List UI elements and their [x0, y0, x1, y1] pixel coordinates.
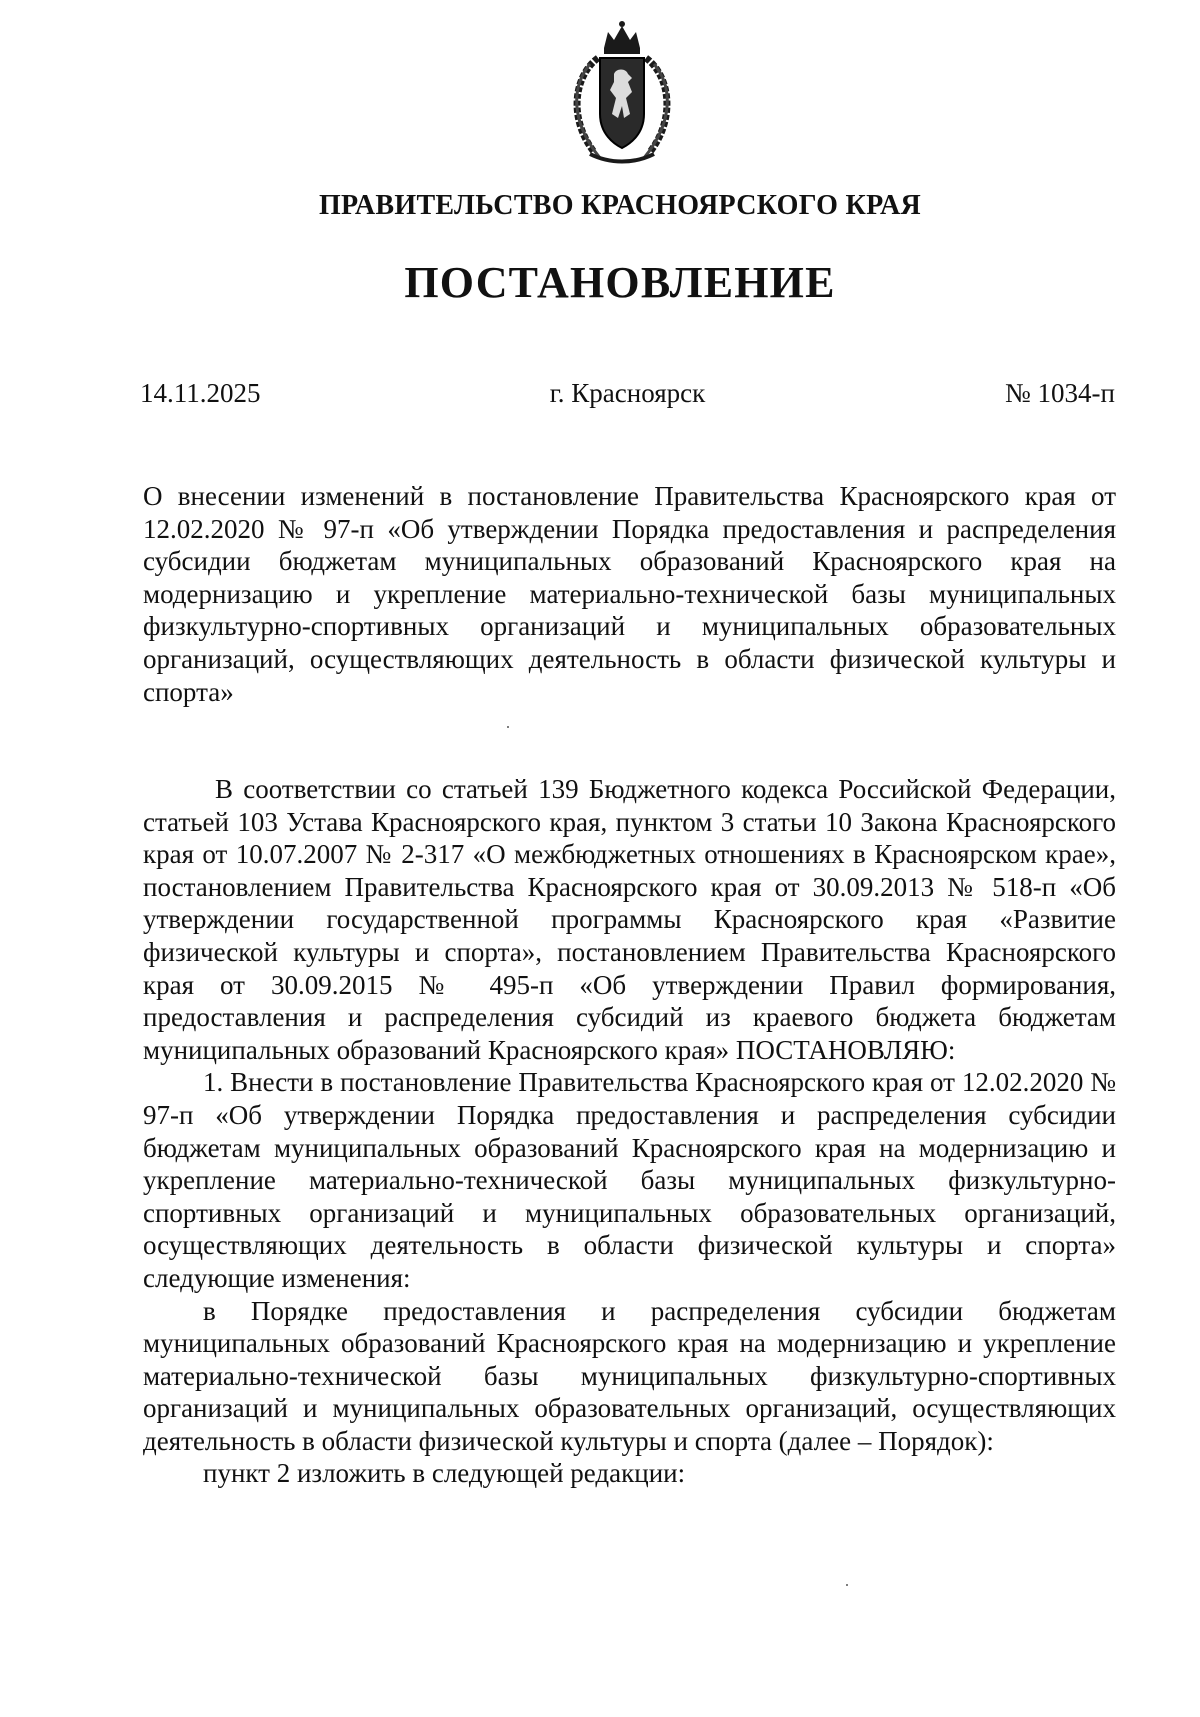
document-subject — [143, 480, 1116, 708]
document-body — [143, 773, 1116, 1490]
coat-of-arms-icon — [560, 18, 684, 168]
document-meta-row — [140, 378, 1115, 418]
scan-speck — [846, 1584, 848, 1586]
subject-paragraph: О внесении изменений в постановление Правительства Красноярского края от 12.02.2020 № 97-п «Об утверждении Порядка предоставления и распределения субсидии бюджетам муниципальных образований Красноярского края на модернизацию и укрепление материально-технической базы муниципальных физкультурно-спортивных организаций и муниципальных образовательных организаций, осуществляющих деятельность в области физической культуры и спорта» — [143, 481, 1116, 707]
preamble-paragraph: В соответствии со статьей 139 Бюджетного кодекса Российской Федерации, статьей 103 Устава Красноярского края, пунктом 3 статьи 10 Закона Красноярского края от 10.07.2007 № 2-317 «О межбюджетных отношениях в Красноярском крае», постановлением Правительства Красноярского края от 30.09.2013 № 518-п «Об утверждении государственной программы Красноярского края «Развитие физической культуры и спорта», постановлением Правительства Красноярского края от 30.09.2015 № 495-п «Об утверждении Правил формирования, предоставления и распределения субсидий из краевого бюджета бюджетам муниципальных образований Красноярского края» ПОСТАНОВЛЯЮ: — [143, 774, 1116, 1065]
item-1-paragraph: 1. Внести в постановление Правительства Красноярского края от 12.02.2020 № 97-п «Об утверждении Порядка предоставления и распределения субсидии бюджетам муниципальных образований Красноярского края на модернизацию и укрепление материально-технической базы муниципальных физкультурно-спортивных организаций и муниципальных образовательных организаций, осуществляющих деятельность в области физической культуры и спорта» следующие изменения: — [143, 1067, 1116, 1293]
document-city: г. Красноярск — [549, 378, 706, 408]
document-number: № 1034-п — [1005, 378, 1115, 408]
document-type-title: ПОСТАНОВЛЕНИЕ — [404, 258, 836, 307]
item-1-sub-paragraph: в Порядке предоставления и распределения субсидии бюджетам муниципальных образований Красноярского края на модернизацию и укрепление материально-технической базы муниципальных физкультурно-спортивных организаций и муниципальных образовательных организаций, осуществляющих деятельность в области физической культуры и спорта (далее – Порядок): — [143, 1295, 1116, 1456]
item-1-point-paragraph: пункт 2 изложить в следующей редакции: — [203, 1458, 686, 1489]
scan-speck — [507, 726, 509, 728]
organization-title: ПРАВИТЕЛЬСТВО КРАСНОЯРСКОГО КРАЯ — [318, 190, 922, 221]
document-date: 14.11.2025 — [140, 378, 261, 408]
